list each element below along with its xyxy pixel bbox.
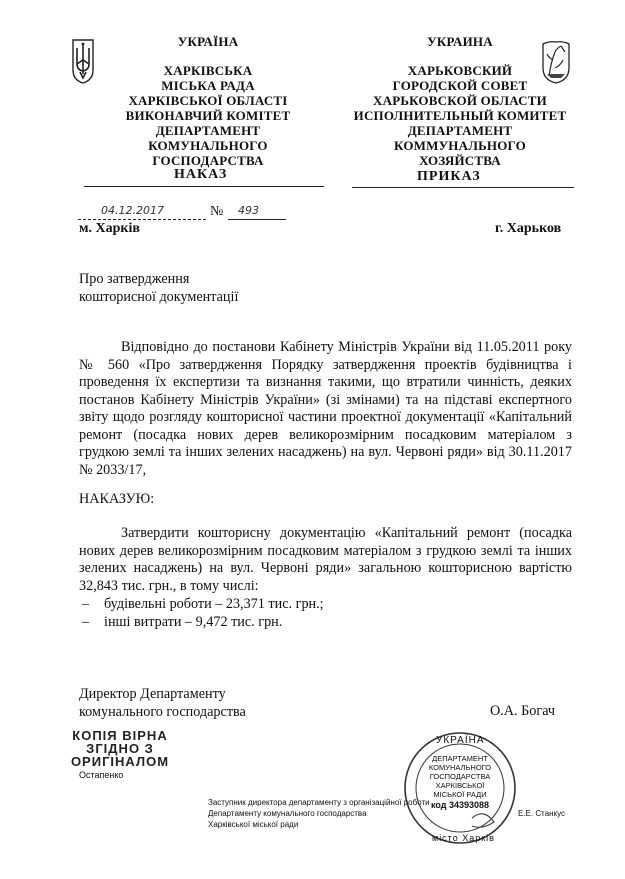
preamble-paragraph: Відповідно до постанови Кабінету Міністрів України від 11.05.2011 року № 560 «Про затвердження Порядку затвердження проектів будівництва і проведення їх експертизи та визнання такими, що втратили чинність, деяких постанов Кабінету Міністрів України» (зі змінами) та на підставі експертного звіту щодо розгляду кошторисної частини проектної документації «Капітальний ремонт (посадка нових дерев великорозмірним посадковим матеріалом з грудкою землі та інших зелених насаджень) на вул. Червоні ряди» від 30.11.2017 № 2033/17, <box>79 339 572 478</box>
copy-stamp-line: ОРИГІНАЛОМ <box>70 754 170 769</box>
official-seal <box>402 730 518 846</box>
order-word: НАКАЗУЮ: <box>79 491 155 507</box>
header-left-line: ХАРКІВСЬКОЇ ОБЛАСТІ <box>128 93 288 108</box>
doc-type-right: ПРИКАЗ <box>417 169 481 184</box>
position-line: комунального господарства <box>79 703 246 720</box>
subject-line: Про затвердження <box>79 271 190 287</box>
header-right-line: КОММУНАЛЬНОГО ХОЗЯЙСТВА <box>394 138 526 168</box>
seal-line: МІСЬКОЇ РАДИ <box>433 790 487 799</box>
seal-bottom-text: місто Харків <box>432 833 495 843</box>
seal-line: ХАРКІВСЬКОЇ <box>435 781 485 790</box>
header-left-line: ВИКОНАВЧИЙ КОМІТЕТ <box>125 108 291 123</box>
header-right-line: ХАРЬКОВСКИЙ <box>407 63 513 78</box>
order-subject <box>79 271 238 306</box>
header-left-line: МІСЬКА РАДА <box>161 78 255 93</box>
doc-type-left: НАКАЗ <box>174 167 228 182</box>
position-line: Директор Департаменту <box>79 686 226 702</box>
seal-line: ГОСПОДАРСТВА <box>429 772 491 781</box>
order-paragraph: Затвердити кошторисну документацію «Капітальний ремонт (посадка нових дерев великорозмірним посадковим матеріалом з грудкою землі та інших зелених насаджень) на вул. Червоні ряди» загальною кошторисною вартістю 32,843 тис. грн., в тому числі: <box>79 525 572 594</box>
certifier-name: Е.Е. Станкус <box>518 809 566 818</box>
header-left-line: ХАРКІВСЬКА <box>163 63 253 78</box>
number-sign: № <box>210 204 224 219</box>
seal-line: ДЕПАРТАМЕНТ <box>432 754 488 763</box>
doc-type-right-rule <box>352 187 574 188</box>
order-number: 493 <box>238 204 259 217</box>
signatory-position <box>79 686 246 721</box>
seal-text <box>416 754 504 810</box>
signatory-name: О.А. Богач <box>490 703 556 719</box>
list-item: – інші витрати – 9,472 тис. грн. <box>82 613 283 630</box>
header-right <box>352 34 568 168</box>
header-left-country: УКРАЇНА <box>177 34 239 49</box>
copy-stamp-line: ЗГІДНО З <box>86 741 154 756</box>
header-left <box>92 34 324 168</box>
header-right-country: УКРАИНА <box>427 34 493 49</box>
header-left-line: КОМУНАЛЬНОГО ГОСПОДАРСТВА <box>148 138 268 168</box>
header-right-line: ГОРОДСКОЙ СОВЕТ <box>392 78 528 93</box>
seal-top-text: УКРАЇНА <box>436 735 485 746</box>
certifier-block <box>208 797 430 830</box>
seal-code: код 34393088 <box>430 800 490 810</box>
copy-author: Остапенко <box>79 770 124 780</box>
header-right-line: ХАРЬКОВСКОЙ ОБЛАСТИ <box>373 93 547 108</box>
city-right: г. Харьков <box>495 221 562 236</box>
seal-line: КОМУНАЛЬНОГО <box>428 763 492 772</box>
number-rule <box>228 219 286 220</box>
date-rule <box>78 219 206 220</box>
copy-stamp <box>70 729 170 768</box>
cost-list <box>82 596 324 631</box>
certifier-line: Заступник директора департаменту з організаційної роботи <box>208 798 430 807</box>
header-left-line: ДЕПАРТАМЕНТ <box>155 123 261 138</box>
subject-line: кошторисної документації <box>79 288 239 305</box>
header-right-line: ДЕПАРТАМЕНТ <box>407 123 513 138</box>
city-left: м. Харків <box>79 221 140 236</box>
copy-stamp-line: КОПІЯ ВІРНА <box>72 728 168 743</box>
certifier-line: Департаменту комунального господарства <box>208 809 367 818</box>
certifier-line: Харківської міської ради <box>208 820 299 829</box>
header-right-line: ИСПОЛНИТЕЛЬНЫЙ КОМИТЕТ <box>353 108 567 123</box>
list-item: – будівельні роботи – 23,371 тис. грн.; <box>82 596 324 612</box>
order-date: 04.12.2017 <box>101 204 164 217</box>
doc-type-left-rule <box>84 186 324 187</box>
